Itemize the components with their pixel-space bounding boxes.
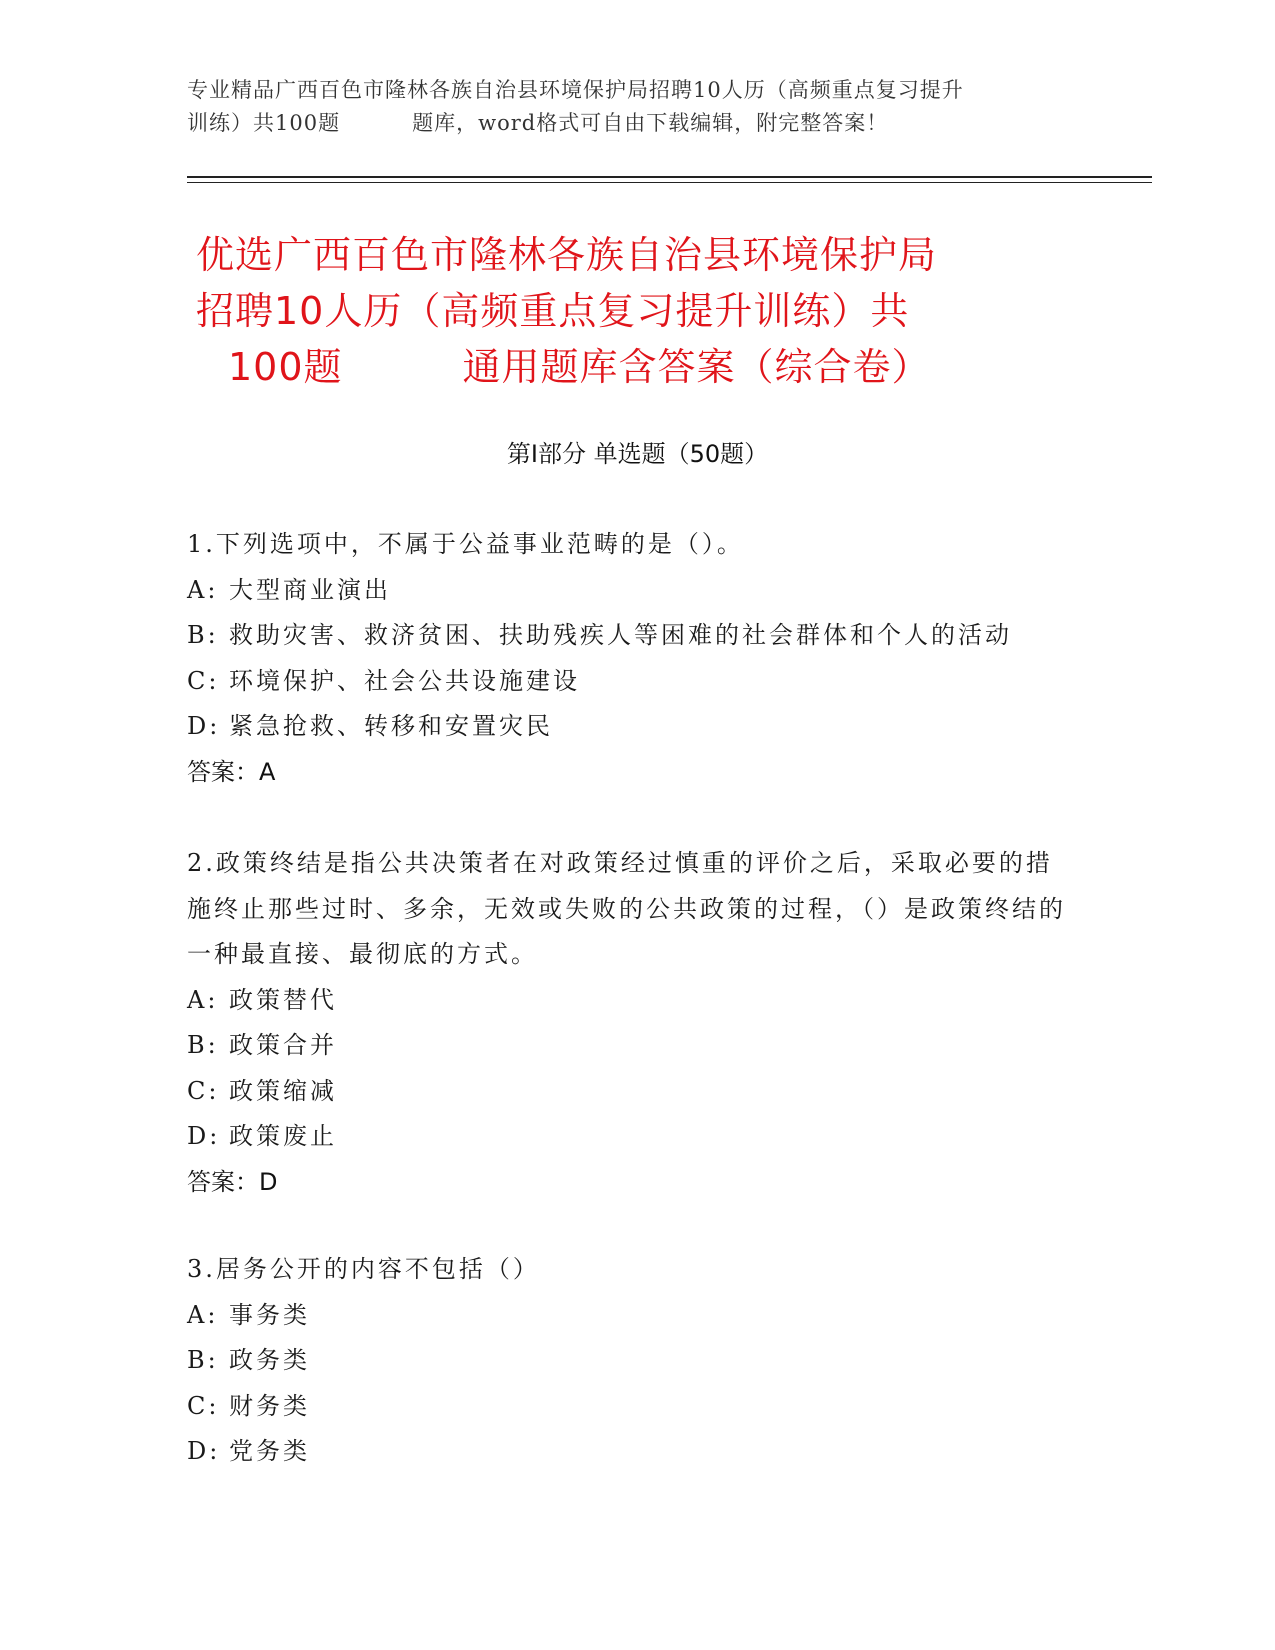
title-line-1: 优选广西百色市隆林各族自治县环境保护局	[196, 233, 938, 277]
option-text: 事务类	[229, 1300, 310, 1329]
title-line-3-left: 100题	[228, 345, 343, 389]
option-text: 政策缩减	[229, 1076, 337, 1105]
question-2	[187, 841, 1067, 1205]
title-line-3	[196, 339, 1096, 395]
option-a	[187, 1293, 1067, 1339]
option-label: A:	[187, 1300, 219, 1329]
answer-line: 答案：D	[187, 1167, 278, 1196]
option-label: C:	[187, 1391, 220, 1420]
option-label: C:	[187, 1076, 220, 1105]
option-text: 政策合并	[229, 1031, 337, 1059]
option-label: A:	[187, 575, 219, 604]
option-c	[187, 1069, 1067, 1115]
option-text: 环境保护、社会公共设施建设	[229, 666, 580, 695]
option-label: D:	[187, 712, 221, 740]
option-text: 大型商业演出	[229, 575, 391, 604]
title-line-3-right: 通用题库含答案（综合卷）	[462, 345, 931, 389]
option-b	[187, 613, 1067, 659]
option-text: 救助灾害、救济贫困、扶助残疾人等困难的社会群体和个人的活动	[229, 621, 1012, 649]
option-text: 党务类	[229, 1437, 310, 1465]
header-line-1: 专业精品广西百色市隆林各族自治县环境保护局招聘10人历（高频重点复习提升	[187, 78, 964, 102]
option-c	[187, 1384, 1067, 1430]
answer-line: 答案：A	[187, 757, 276, 786]
option-d	[187, 1114, 1067, 1160]
option-text: 政策替代	[229, 985, 337, 1014]
header-line-2-right: 题库，word格式可自由下载编辑，附完整答案！	[412, 111, 889, 135]
option-a	[187, 978, 1067, 1024]
option-d	[187, 704, 1067, 750]
option-text: 政策废止	[229, 1122, 337, 1150]
question-stem: 1.下列选项中，不属于公益事业范畴的是（）。	[187, 530, 744, 558]
option-label: C:	[187, 666, 220, 695]
document-header-note	[187, 74, 1067, 140]
option-label: D:	[187, 1122, 221, 1150]
option-label: B:	[187, 1031, 219, 1059]
option-b	[187, 1023, 1067, 1069]
option-label: B:	[187, 621, 219, 649]
option-label: B:	[187, 1346, 219, 1374]
option-c	[187, 659, 1067, 705]
option-text: 财务类	[229, 1391, 310, 1420]
title-line-2: 招聘10人历（高频重点复习提升训练）共	[196, 289, 910, 333]
option-a	[187, 568, 1067, 614]
section-title: 第Ⅰ部分 单选题（50题）	[506, 440, 769, 468]
header-divider-thick	[187, 176, 1152, 178]
option-d	[187, 1429, 1067, 1475]
question-1	[187, 522, 1067, 795]
header-divider-thin	[187, 182, 1152, 183]
question-3	[187, 1247, 1067, 1475]
question-stem: 3.居务公开的内容不包括（）	[187, 1255, 540, 1283]
question-stem: 2.政策终结是指公共决策者在对政策经过慎重的评价之后，采取必要的措施终止那些过时、多余，无效或失败的公共政策的过程，（）是政策终结的一种最直接、最彻底的方式。	[187, 849, 1066, 968]
option-label: A:	[187, 985, 219, 1014]
header-line-2	[187, 107, 1067, 140]
option-b	[187, 1338, 1067, 1384]
header-line-2-left: 训练）共100题	[187, 111, 341, 135]
document-title	[196, 227, 1096, 395]
option-text: 政务类	[229, 1346, 310, 1374]
option-label: D:	[187, 1437, 221, 1465]
option-text: 紧急抢救、转移和安置灾民	[229, 712, 553, 740]
